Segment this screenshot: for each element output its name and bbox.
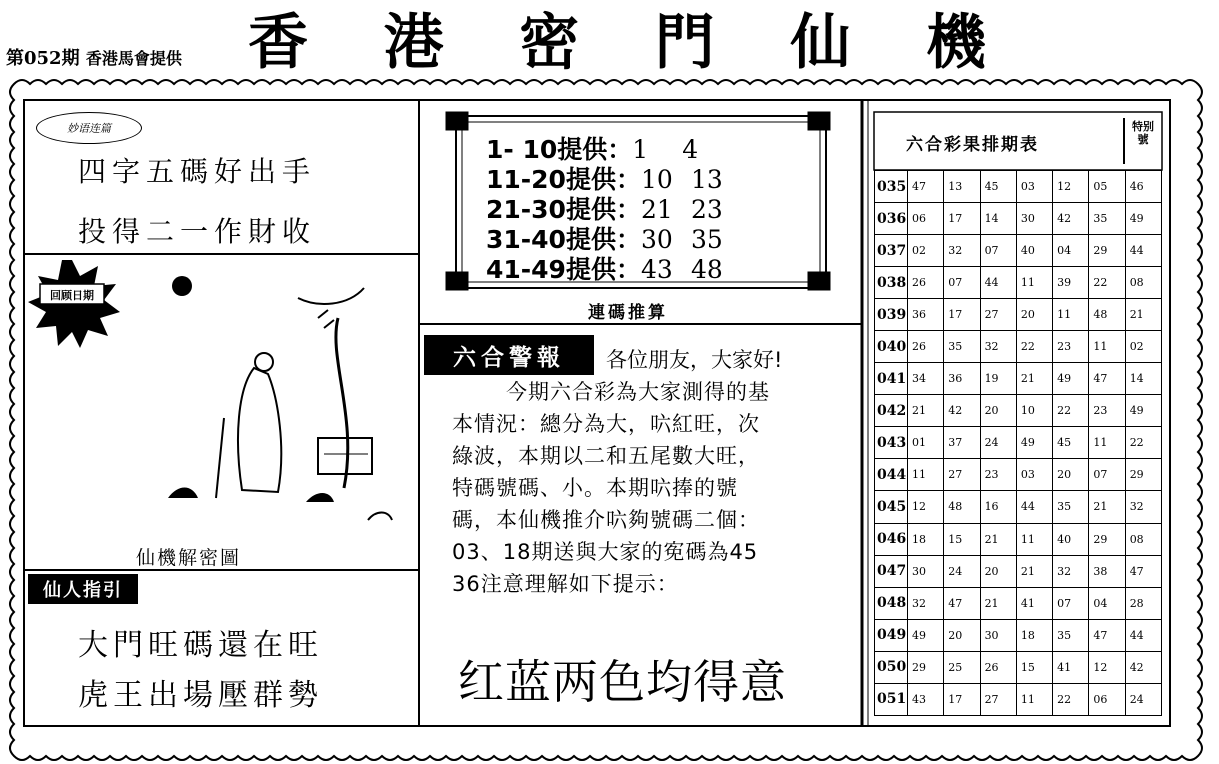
slogan: 红蓝两色均得意 (458, 655, 787, 709)
number-cell: 26 (980, 651, 1016, 683)
schedule-row (875, 299, 1162, 331)
number-cell: 19 (980, 363, 1016, 395)
period-cell: 046 (875, 523, 908, 555)
title-char: 密 (519, 8, 582, 78)
number-cell: 15 (944, 523, 980, 555)
number-cell: 20 (1053, 459, 1089, 491)
number-cell: 06 (1089, 683, 1125, 715)
range-label: 11-20提供 (486, 165, 616, 194)
number-cell: 30 (1016, 203, 1052, 235)
schedule-row (875, 267, 1162, 299)
period-cell: 038 (875, 267, 908, 299)
issue-source: 香港馬會提供 (85, 49, 182, 68)
number-cell: 21 (1016, 363, 1052, 395)
range-separator: ： (615, 195, 641, 224)
alert-line: 03、18期送與大家的𡨚碼為45 (452, 540, 759, 564)
period-cell: 037 (875, 235, 908, 267)
number-cell: 03 (1016, 459, 1052, 491)
number-cell: 14 (980, 203, 1016, 235)
number-cell: 44 (1125, 235, 1161, 267)
title-char: 仙 (790, 8, 853, 78)
number-cell: 20 (980, 555, 1016, 587)
number-cell: 10 (1016, 395, 1052, 427)
alert-line: 碼，本仙機推介𠯿夠號碼二個： (452, 508, 760, 532)
number-cell: 22 (1053, 395, 1089, 427)
illustration-drawing (28, 258, 416, 548)
number-cell: 24 (980, 427, 1016, 459)
number-cell: 49 (1053, 363, 1089, 395)
number-cell: 39 (1053, 267, 1089, 299)
schedule-row (875, 395, 1162, 427)
period-cell: 043 (875, 427, 908, 459)
range-number: 13 (690, 165, 723, 194)
period-cell: 035 (875, 171, 908, 203)
alert-greeting: 各位朋友，大家好! (606, 348, 783, 372)
number-cell: 49 (1125, 203, 1161, 235)
number-cell: 43 (908, 683, 944, 715)
number-cell: 48 (944, 491, 980, 523)
range-separator: ： (607, 135, 633, 164)
number-cell: 40 (1016, 235, 1052, 267)
number-cell: 05 (1089, 171, 1125, 203)
number-cell: 20 (980, 395, 1016, 427)
number-cell: 42 (944, 395, 980, 427)
title-char: 機 (925, 8, 988, 78)
poem-line: 四字五碼好出手 (78, 155, 317, 188)
number-cell: 21 (908, 395, 944, 427)
title-char: 港 (383, 8, 446, 78)
schedule-table (874, 170, 1162, 716)
period-cell: 047 (875, 555, 908, 587)
period-cell: 045 (875, 491, 908, 523)
number-cell: 11 (1089, 331, 1125, 363)
number-cell: 16 (980, 491, 1016, 523)
range-separator: ： (615, 165, 641, 194)
schedule-title: 六合彩果排期表 (906, 135, 1039, 155)
range-number: 35 (690, 225, 723, 254)
number-cell: 14 (1125, 363, 1161, 395)
number-cell: 28 (1125, 587, 1161, 619)
number-cell: 07 (1089, 459, 1125, 491)
number-cell: 47 (944, 587, 980, 619)
period-cell: 039 (875, 299, 908, 331)
number-cell: 30 (908, 555, 944, 587)
schedule-row (875, 651, 1162, 683)
range-label: 31-40提供 (486, 225, 616, 254)
period-cell: 050 (875, 651, 908, 683)
number-cell: 11 (1053, 299, 1089, 331)
number-cell: 37 (944, 427, 980, 459)
number-cell: 29 (1089, 523, 1125, 555)
poem-badge: 妙语连篇 (36, 112, 142, 144)
number-cell: 32 (1053, 555, 1089, 587)
number-cell: 35 (1053, 619, 1089, 651)
number-cell: 45 (1053, 427, 1089, 459)
number-cell: 40 (1053, 523, 1089, 555)
number-cell: 38 (1089, 555, 1125, 587)
guide-line: 虎王出場壓群勢 (78, 678, 323, 713)
number-cell: 18 (1016, 619, 1052, 651)
schedule-row (875, 203, 1162, 235)
range-number: 43 (640, 255, 673, 284)
number-cell: 36 (908, 299, 944, 331)
range-number: 10 (640, 165, 673, 194)
issue-info (6, 44, 182, 70)
schedule-row (875, 683, 1162, 715)
period-cell: 051 (875, 683, 908, 715)
number-cell: 44 (980, 267, 1016, 299)
number-cell: 11 (1016, 523, 1052, 555)
number-cell: 11 (1016, 267, 1052, 299)
range-row (486, 250, 723, 286)
number-cell: 42 (1125, 651, 1161, 683)
number-cell: 44 (1016, 491, 1052, 523)
range-number: 23 (690, 195, 723, 224)
number-cell: 21 (980, 587, 1016, 619)
illustration (28, 258, 416, 568)
schedule-row (875, 619, 1162, 651)
number-cell: 12 (908, 491, 944, 523)
number-cell: 32 (944, 235, 980, 267)
poem-line: 投得二一作財收 (78, 215, 317, 248)
number-cell: 49 (1016, 427, 1052, 459)
number-cell: 04 (1053, 235, 1089, 267)
number-cell: 35 (1089, 203, 1125, 235)
number-cell: 03 (1016, 171, 1052, 203)
number-cell: 45 (980, 171, 1016, 203)
period-cell: 040 (875, 331, 908, 363)
number-cell: 02 (1125, 331, 1161, 363)
number-cell: 13 (944, 171, 980, 203)
number-cell: 07 (944, 267, 980, 299)
illustration-caption: 仙機解密圖 (136, 547, 242, 569)
number-cell: 01 (908, 427, 944, 459)
number-cell: 26 (908, 331, 944, 363)
number-cell: 20 (1016, 299, 1052, 331)
number-cell: 32 (1125, 491, 1161, 523)
number-cell: 32 (908, 587, 944, 619)
number-cell: 47 (908, 171, 944, 203)
number-cell: 22 (1053, 683, 1089, 715)
guide-label: 仙人指引 (28, 574, 138, 604)
schedule-row (875, 491, 1162, 523)
ranges-caption: 連碼推算 (588, 303, 668, 323)
alert-line: 36注意理解如下提示： (452, 572, 679, 596)
number-cell: 22 (1089, 267, 1125, 299)
number-cell: 25 (944, 651, 980, 683)
schedule-row (875, 235, 1162, 267)
schedule-row (875, 555, 1162, 587)
number-cell: 27 (980, 299, 1016, 331)
number-cell: 30 (980, 619, 1016, 651)
period-cell: 036 (875, 203, 908, 235)
number-cell: 21 (980, 523, 1016, 555)
schedule-row (875, 427, 1162, 459)
number-cell: 47 (1089, 619, 1125, 651)
alert-line: 今期六合彩為大家測得的基 (506, 380, 770, 404)
number-cell: 47 (1089, 363, 1125, 395)
number-cell: 21 (1125, 299, 1161, 331)
number-cell: 23 (1053, 331, 1089, 363)
number-cell: 32 (980, 331, 1016, 363)
schedule-row (875, 171, 1162, 203)
range-label: 21-30提供 (486, 195, 616, 224)
range-number: 21 (640, 195, 673, 224)
page-title (248, 2, 988, 78)
range-label: 41-49提供 (486, 255, 616, 284)
period-cell: 044 (875, 459, 908, 491)
period-cell: 042 (875, 395, 908, 427)
number-cell: 29 (1125, 459, 1161, 491)
period-cell: 041 (875, 363, 908, 395)
number-cell: 41 (1053, 651, 1089, 683)
number-cell: 08 (1125, 267, 1161, 299)
number-cell: 20 (944, 619, 980, 651)
number-cell: 17 (944, 203, 980, 235)
number-cell: 44 (1125, 619, 1161, 651)
alert-line: 特碼號碼、小。本期𠯿捧的號 (452, 476, 738, 500)
number-cell: 17 (944, 299, 980, 331)
number-cell: 29 (908, 651, 944, 683)
range-number: 4 (682, 135, 699, 164)
number-cell: 12 (1053, 171, 1089, 203)
schedule-row (875, 363, 1162, 395)
number-cell: 11 (908, 459, 944, 491)
number-cell: 24 (944, 555, 980, 587)
number-cell: 11 (1016, 683, 1052, 715)
number-cell: 15 (1016, 651, 1052, 683)
number-cell: 47 (1125, 555, 1161, 587)
title-char: 香 (248, 8, 310, 78)
number-cell: 48 (1089, 299, 1125, 331)
schedule-row (875, 523, 1162, 555)
range-label: 1- 10提供 (486, 135, 608, 164)
number-cell: 24 (1125, 683, 1161, 715)
number-cell: 21 (1089, 491, 1125, 523)
number-cell: 17 (944, 683, 980, 715)
range-number: 1 (632, 135, 649, 164)
number-cell: 41 (1016, 587, 1052, 619)
number-cell: 42 (1053, 203, 1089, 235)
number-cell: 23 (1089, 395, 1125, 427)
schedule-row (875, 331, 1162, 363)
number-cell: 02 (908, 235, 944, 267)
number-cell: 49 (1125, 395, 1161, 427)
schedule-row (875, 459, 1162, 491)
illustration-badge: 回顾日期 (50, 289, 94, 302)
number-cell: 26 (908, 267, 944, 299)
schedule-side-label: 特别號 (1132, 120, 1154, 146)
issue-number: 第052期 (6, 48, 80, 69)
period-cell: 048 (875, 587, 908, 619)
number-cell: 35 (1053, 491, 1089, 523)
number-cell: 12 (1089, 651, 1125, 683)
number-cell: 07 (980, 235, 1016, 267)
number-cell: 11 (1089, 427, 1125, 459)
number-cell: 22 (1016, 331, 1052, 363)
number-cell: 07 (1053, 587, 1089, 619)
number-cell: 08 (1125, 523, 1161, 555)
number-cell: 34 (908, 363, 944, 395)
number-cell: 23 (980, 459, 1016, 491)
number-cell: 22 (1125, 427, 1161, 459)
alert-line: 綠波，本期以二和五尾數大旺， (452, 444, 760, 468)
schedule-row (875, 587, 1162, 619)
range-number: 48 (690, 255, 723, 284)
number-cell: 35 (944, 331, 980, 363)
guide-line: 大門旺碼還在旺 (78, 628, 323, 663)
number-cell: 46 (1125, 171, 1161, 203)
number-cell: 27 (980, 683, 1016, 715)
number-cell: 29 (1089, 235, 1125, 267)
alert-line: 本情況：總分為大，𠯿紅旺，次 (452, 412, 760, 436)
number-cell: 21 (1016, 555, 1052, 587)
number-cell: 36 (944, 363, 980, 395)
number-cell: 18 (908, 523, 944, 555)
number-cell: 27 (944, 459, 980, 491)
alert-label: 六合警報 (424, 335, 594, 375)
number-cell: 06 (908, 203, 944, 235)
number-cell: 49 (908, 619, 944, 651)
range-separator: ： (615, 255, 641, 284)
period-cell: 049 (875, 619, 908, 651)
range-separator: ： (615, 225, 641, 254)
number-cell: 04 (1089, 587, 1125, 619)
range-number: 30 (640, 225, 673, 254)
title-char: 門 (654, 8, 717, 78)
